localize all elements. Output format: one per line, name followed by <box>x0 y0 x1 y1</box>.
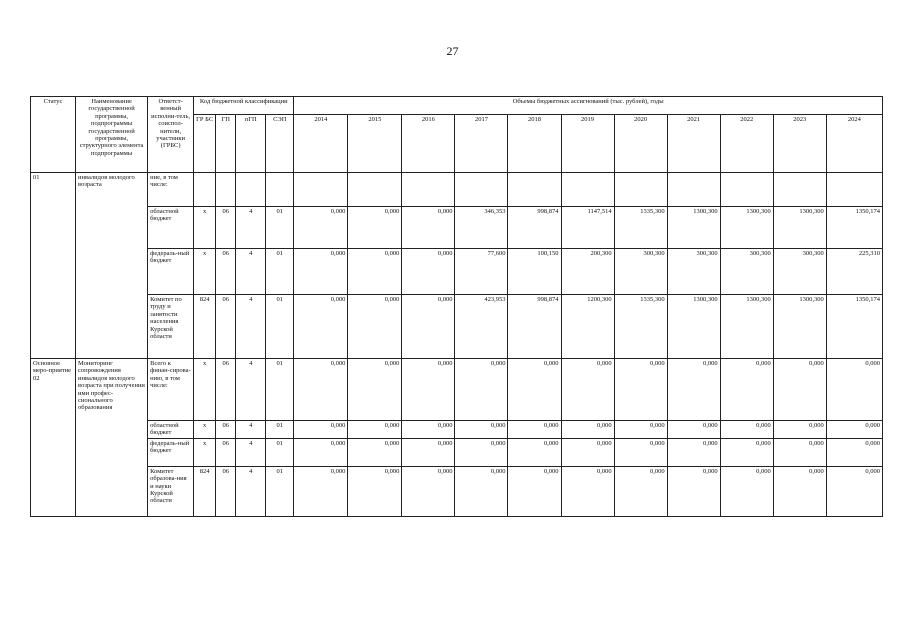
value-cell: 0,000 <box>508 359 561 421</box>
value-cell <box>455 173 508 207</box>
value-cell: 0,000 <box>348 249 402 295</box>
value-cell: 0,000 <box>720 421 773 439</box>
code-cell: 4 <box>236 207 266 249</box>
value-cell: 0,000 <box>348 466 402 516</box>
row-name: инвалидов молодого возраста <box>76 173 148 359</box>
code-cell: 824 <box>194 466 216 516</box>
table-row <box>31 295 883 359</box>
code-cell: 01 <box>266 359 294 421</box>
header-volumes: Объемы бюджетных ассигнований (тыс. рублей), годы <box>294 97 883 115</box>
header-year: 2023 <box>773 115 826 173</box>
table-row <box>31 359 883 421</box>
header-year: 2021 <box>667 115 720 173</box>
value-cell: 0,000 <box>348 438 402 466</box>
value-cell: 0,000 <box>294 438 348 466</box>
value-cell: 0,000 <box>614 466 667 516</box>
code-cell: 4 <box>236 359 266 421</box>
code-cell: 06 <box>216 438 236 466</box>
budget-table <box>30 96 883 517</box>
value-cell: 0,000 <box>348 207 402 249</box>
code-cell <box>266 173 294 207</box>
code-cell: 06 <box>216 207 236 249</box>
code-cell <box>216 173 236 207</box>
header-year: 2018 <box>508 115 561 173</box>
value-cell: 0,000 <box>826 438 882 466</box>
header-code-grbs: ГР БС <box>194 115 216 173</box>
value-cell: 0,000 <box>561 438 614 466</box>
value-cell <box>826 173 882 207</box>
value-cell: 1350,174 <box>826 295 882 359</box>
code-cell: 06 <box>216 249 236 295</box>
value-cell: 0,000 <box>294 421 348 439</box>
value-cell: 0,000 <box>720 438 773 466</box>
row-executor: областной бюджет <box>148 421 194 439</box>
value-cell: 1147,514 <box>561 207 614 249</box>
value-cell: 0,000 <box>773 359 826 421</box>
page-number: 27 <box>446 44 459 58</box>
value-cell: 225,310 <box>826 249 882 295</box>
header-name: Наименование государственной программы, подпрограммы государственной программы, структурного элемента подпрограммы <box>76 97 148 173</box>
code-cell: 4 <box>236 466 266 516</box>
header-year: 2015 <box>348 115 402 173</box>
value-cell: 0,000 <box>667 359 720 421</box>
value-cell: 0,000 <box>561 466 614 516</box>
value-cell: 1300,300 <box>720 207 773 249</box>
value-cell: 0,000 <box>773 421 826 439</box>
value-cell: 0,000 <box>614 421 667 439</box>
header-budget-code: Код бюджетной классификации <box>194 97 294 115</box>
value-cell: 1335,300 <box>614 295 667 359</box>
value-cell: 0,000 <box>294 207 348 249</box>
value-cell <box>773 173 826 207</box>
table-row <box>31 421 883 439</box>
value-cell: 300,300 <box>773 249 826 295</box>
value-cell: 0,000 <box>455 421 508 439</box>
value-cell <box>614 173 667 207</box>
value-cell: 0,000 <box>720 466 773 516</box>
value-cell: 0,000 <box>348 421 402 439</box>
value-cell: 100,150 <box>508 249 561 295</box>
code-cell: 01 <box>266 438 294 466</box>
header-year: 2024 <box>826 115 882 173</box>
value-cell: 200,300 <box>561 249 614 295</box>
row-status: Основное меро-приятие 02 <box>31 359 76 517</box>
value-cell: 1200,300 <box>561 295 614 359</box>
code-cell: х <box>194 438 216 466</box>
value-cell <box>667 173 720 207</box>
value-cell <box>402 173 455 207</box>
value-cell: 1300,300 <box>720 295 773 359</box>
value-cell: 0,000 <box>508 438 561 466</box>
header-code-pgp: пГП <box>236 115 266 173</box>
row-executor: Комитет по труду и занятости населения Курской области <box>148 295 194 359</box>
value-cell <box>561 173 614 207</box>
value-cell <box>508 173 561 207</box>
code-cell: 06 <box>216 466 236 516</box>
value-cell: 423,953 <box>455 295 508 359</box>
value-cell: 0,000 <box>773 466 826 516</box>
value-cell <box>348 173 402 207</box>
code-cell: х <box>194 249 216 295</box>
code-cell: х <box>194 207 216 249</box>
value-cell: 0,000 <box>773 438 826 466</box>
code-cell: 06 <box>216 421 236 439</box>
code-cell: 4 <box>236 438 266 466</box>
code-cell: 824 <box>194 295 216 359</box>
row-executor: федераль-ный бюджет <box>148 438 194 466</box>
value-cell: 0,000 <box>294 359 348 421</box>
code-cell: 06 <box>216 359 236 421</box>
value-cell: 0,000 <box>402 421 455 439</box>
header-year: 2019 <box>561 115 614 173</box>
value-cell: 0,000 <box>508 421 561 439</box>
value-cell: 0,000 <box>294 249 348 295</box>
header-year: 2016 <box>402 115 455 173</box>
value-cell: 300,300 <box>614 249 667 295</box>
value-cell: 300,300 <box>667 249 720 295</box>
value-cell: 0,000 <box>402 438 455 466</box>
header-year: 2022 <box>720 115 773 173</box>
row-executor: Комитет образова-ния и науки Курской области <box>148 466 194 516</box>
table-row <box>31 249 883 295</box>
code-cell: 4 <box>236 295 266 359</box>
value-cell: 998,874 <box>508 295 561 359</box>
value-cell: 1300,300 <box>667 207 720 249</box>
table-row <box>31 207 883 249</box>
code-cell: 01 <box>266 466 294 516</box>
value-cell: 0,000 <box>826 421 882 439</box>
code-cell: 4 <box>236 249 266 295</box>
value-cell: 0,000 <box>826 466 882 516</box>
value-cell: 0,000 <box>402 207 455 249</box>
value-cell: 0,000 <box>402 249 455 295</box>
value-cell: 0,000 <box>294 295 348 359</box>
row-executor: областной бюджет <box>148 207 194 249</box>
value-cell: 0,000 <box>402 466 455 516</box>
value-cell: 0,000 <box>348 359 402 421</box>
code-cell: х <box>194 359 216 421</box>
header-status: Статус <box>31 97 76 173</box>
code-cell: 01 <box>266 421 294 439</box>
code-cell: 01 <box>266 295 294 359</box>
value-cell: 1300,300 <box>773 207 826 249</box>
value-cell: 0,000 <box>455 359 508 421</box>
value-cell: 1300,300 <box>667 295 720 359</box>
row-executor: ние, в том числе: <box>148 173 194 207</box>
value-cell: 0,000 <box>508 466 561 516</box>
value-cell: 0,000 <box>667 466 720 516</box>
code-cell: 01 <box>266 207 294 249</box>
value-cell: 0,000 <box>561 421 614 439</box>
code-cell: 06 <box>216 295 236 359</box>
row-executor: Всего к финан-сирова-нию, в том числе: <box>148 359 194 421</box>
table-row <box>31 466 883 516</box>
header-year: 2017 <box>455 115 508 173</box>
code-cell: 4 <box>236 421 266 439</box>
value-cell: 1300,300 <box>773 295 826 359</box>
value-cell: 300,300 <box>720 249 773 295</box>
row-name: Мониторинг сопровождения инвалидов молодого возраста при получении ими профес-сионального образования <box>76 359 148 517</box>
value-cell <box>720 173 773 207</box>
value-cell: 0,000 <box>402 359 455 421</box>
value-cell: 0,000 <box>402 295 455 359</box>
code-cell <box>236 173 266 207</box>
code-cell <box>194 173 216 207</box>
value-cell: 0,000 <box>455 438 508 466</box>
header-code-gp: ГП <box>216 115 236 173</box>
value-cell: 0,000 <box>667 438 720 466</box>
row-status: 01 <box>31 173 76 359</box>
value-cell: 0,000 <box>614 438 667 466</box>
value-cell: 77,600 <box>455 249 508 295</box>
value-cell: 998,874 <box>508 207 561 249</box>
header-executor: Ответст-венный исполни-тель, соиспол-нители, участники (ГРБС) <box>148 97 194 173</box>
value-cell: 0,000 <box>826 359 882 421</box>
value-cell: 0,000 <box>294 466 348 516</box>
value-cell: 0,000 <box>720 359 773 421</box>
value-cell: 0,000 <box>667 421 720 439</box>
value-cell <box>294 173 348 207</box>
header-code-sep: СЭП <box>266 115 294 173</box>
table-row <box>31 438 883 466</box>
table-row <box>31 173 883 207</box>
value-cell: 0,000 <box>561 359 614 421</box>
value-cell: 0,000 <box>348 295 402 359</box>
code-cell: 01 <box>266 249 294 295</box>
code-cell: х <box>194 421 216 439</box>
value-cell: 346,353 <box>455 207 508 249</box>
value-cell: 0,000 <box>455 466 508 516</box>
header-year: 2020 <box>614 115 667 173</box>
header-year: 2014 <box>294 115 348 173</box>
value-cell: 1350,174 <box>826 207 882 249</box>
row-executor: федераль-ный бюджет <box>148 249 194 295</box>
value-cell: 1335,300 <box>614 207 667 249</box>
value-cell: 0,000 <box>614 359 667 421</box>
